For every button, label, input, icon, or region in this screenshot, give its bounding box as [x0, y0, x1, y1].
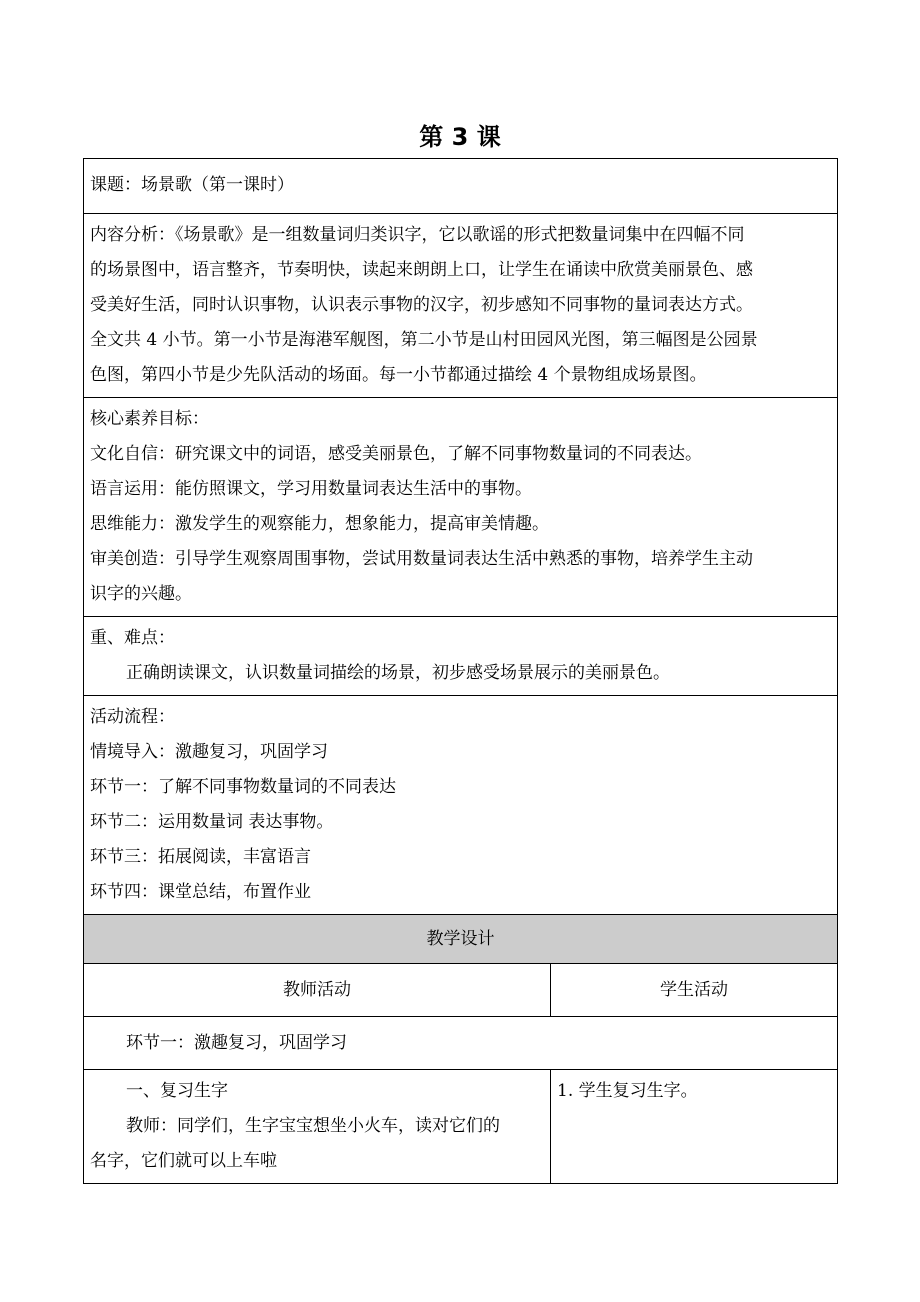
student-activity-cell — [551, 1070, 838, 1184]
core-goal-item: 语言运用：能仿照课文，学习用数量词表达生活中的事物。 — [90, 479, 532, 499]
core-goals-cell — [84, 398, 838, 617]
activity-flow-row — [84, 696, 838, 915]
section-title: 环节一：激趣复习，巩固学习 — [126, 1032, 347, 1053]
key-points-text: 正确朗读课文，认识数量词描绘的场景，初步感受场景展示的美丽景色。 — [126, 663, 670, 683]
content-analysis-line: 内容分析：《场景歌》是一组数量词归类识字，它以歌谣的形式把数量词集中在四幅不同 — [90, 225, 745, 245]
key-points-row — [84, 617, 838, 696]
activity-flow-cell — [84, 696, 838, 915]
teacher-activity-text: 教师：同学们，生字宝宝想坐小火车，读对它们的 — [126, 1116, 500, 1136]
core-goals-row — [84, 398, 838, 617]
activity-flow-item: 环节三：拓展阅读，丰富语言 — [90, 847, 311, 867]
content-analysis-line: 色图，第四小节是少先队活动的场面。每一小节都通过描绘 4 个景物组成场景图。 — [90, 365, 707, 385]
content-analysis-line: 全文共 4 小节。第一小节是海港军舰图，第二小节是山村田园风光图，第三幅图是公园景 — [90, 330, 758, 350]
activity-flow-item: 环节二：运用数量词 表达事物。 — [90, 812, 334, 832]
content-analysis-line: 的场景图中，语言整齐，节奏明快，读起来朗朗上口，让学生在诵读中欣赏美丽景色、感 — [90, 260, 753, 280]
design-header-row — [84, 915, 838, 964]
teacher-activity-cell — [84, 1070, 551, 1184]
topic-cell: 课题：场景歌（第一课时） — [84, 159, 838, 214]
column-header-row — [84, 964, 838, 1017]
content-analysis-row — [84, 214, 838, 398]
activity-flow-item: 情境导入：激趣复习，巩固学习 — [90, 742, 328, 762]
core-goal-item: 识字的兴趣。 — [90, 584, 192, 604]
design-header: 教学设计 — [84, 915, 838, 964]
lesson-plan-table — [83, 158, 838, 1184]
topic-row — [84, 159, 838, 214]
key-points-cell — [84, 617, 838, 696]
core-goal-item: 文化自信：研究课文中的词语，感受美丽景色，了解不同事物数量词的不同表达。 — [90, 444, 702, 464]
core-goal-item: 审美创造：引导学生观察周围事物，尝试用数量词表达生活中熟悉的事物，培养学生主动 — [90, 549, 753, 569]
teacher-column-header: 教师活动 — [84, 964, 551, 1017]
activity-flow-item: 环节一：了解不同事物数量词的不同表达 — [90, 777, 396, 797]
activity-row — [84, 1070, 838, 1184]
activity-flow-item: 环节四：课堂总结，布置作业 — [90, 882, 311, 902]
teacher-activity-heading: 一、复习生字 — [126, 1081, 228, 1101]
content-analysis-line: 受美好生活，同时认识事物，认识表示事物的汉字，初步感知不同事物的量词表达方式。 — [90, 295, 753, 315]
core-goals-heading: 核心素养目标： — [90, 409, 209, 429]
section-cell — [84, 1017, 838, 1070]
section-row — [84, 1017, 838, 1070]
key-points-heading: 重、难点： — [90, 628, 175, 648]
teacher-activity-text-cont: 名字，它们就可以上车啦 — [90, 1151, 277, 1171]
student-column-header: 学生活动 — [551, 964, 838, 1017]
content-analysis-cell — [84, 214, 838, 398]
student-activity-text: 1. 学生复习生字。 — [557, 1081, 698, 1101]
core-goal-item: 思维能力：激发学生的观察能力，想象能力，提高审美情趣。 — [90, 514, 549, 534]
activity-flow-heading: 活动流程： — [90, 707, 175, 727]
page-title: 第 3 课 — [419, 123, 501, 151]
